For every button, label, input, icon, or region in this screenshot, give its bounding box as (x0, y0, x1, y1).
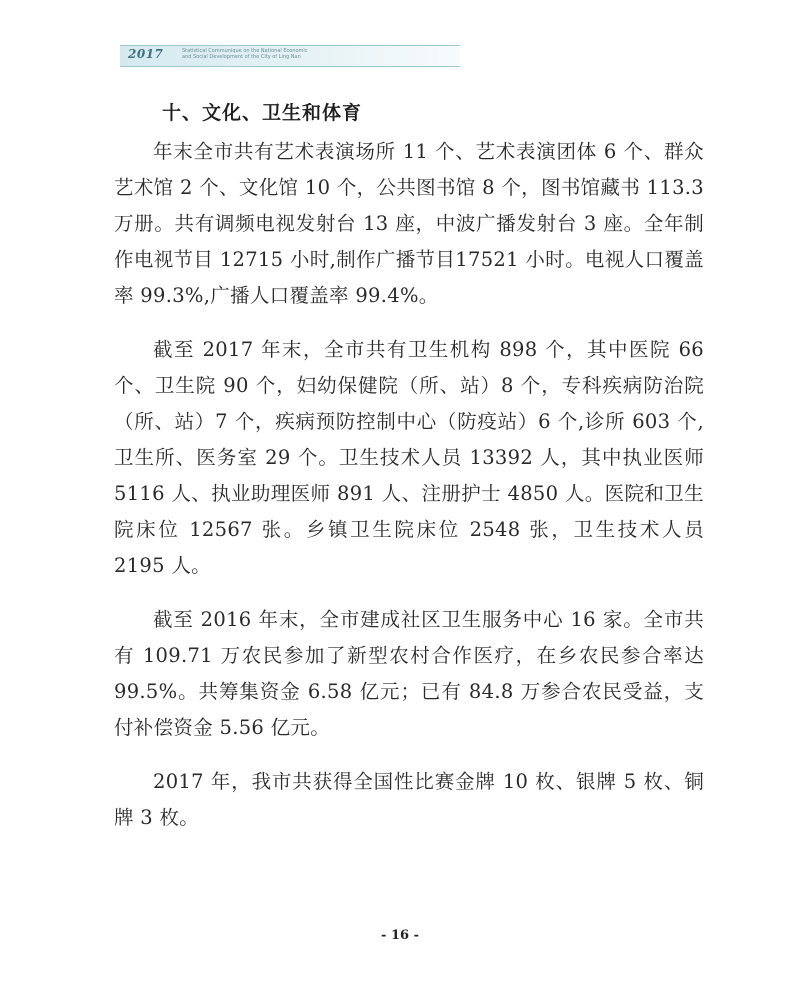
paragraph-health-institutions: 截至 2017 年末，全市共有卫生机构 898 个，其中医院 66 个、卫生院 90 个，妇幼保健院（所、站）8 个，专科疾病防治院（所、站）7 个，疾病预防控制中心（防疫站）6 个,诊所 603 个,卫生所、医务室 29 个。卫生技术人员 13392 人，其中执业医师 5116 人、执业助理医师 891 人、注册护士 4850 人。医院和卫生院床位 12567 张。乡镇卫生院床位 2548 张，卫生技术人员 2195 人。 (114, 338, 704, 577)
header-subtitle-line: Statistical Communique on the National Economic (182, 48, 308, 54)
section-title: 十、文化、卫生和体育 (162, 102, 363, 124)
paragraph-sports: 2017 年，我市共获得全国性比赛金牌 10 枚、银牌 5 枚、铜牌 3 枚。 (114, 770, 704, 829)
paragraph-culture: 年末全市共有艺术表演场所 11 个、艺术表演团体 6 个、群众艺术馆 2 个、文化馆 10 个，公共图书馆 8 个，图书馆藏书 113.3 万册。共有调频电视发射台 13 座，中波广播发射台 3 座。全年制作电视节目 12715 小时,制作广播节目17521 小时。电视人口覆盖率 99.3%,广播人口覆盖率 99.4%。 (114, 140, 704, 307)
paragraph-community-health: 截至 2016 年末，全市建成社区卫生服务中心 16 家。全市共有 109.71 万农民参加了新型农村合作医疗，在乡农民参合率达 99.5%。共筹集资金 6.58 亿元；已有 84.8 万参合农民受益，支付补偿资金 5.56 亿元。 (114, 608, 704, 739)
page-number: - 16 - (381, 928, 419, 943)
header-subtitle-line: and Social Development of the City of Ling Nan (182, 54, 301, 60)
header-year: 2017 (128, 47, 164, 61)
header-banner (120, 45, 460, 67)
